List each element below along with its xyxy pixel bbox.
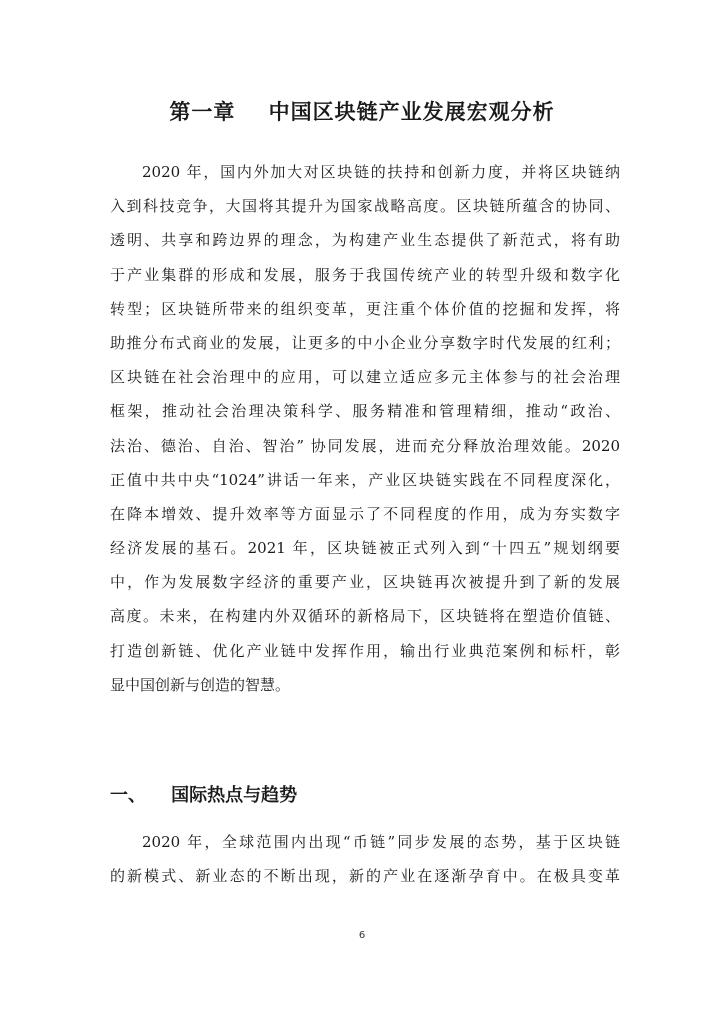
- paragraph-line: 2020 年，国内外加大对区块链的扶持和创新力度，并将区块链纳: [142, 163, 620, 181]
- paragraph: [110, 825, 620, 893]
- chapter-title: 第一章 中国区块链产业发展宏观分析: [169, 100, 555, 124]
- paragraph-line: 区块链在社会治理中的应用，可以建立适应多元主体参与的社会治理: [110, 368, 620, 387]
- paragraph-line: 经济发展的基石。2021 年，区块链被正式列入到“十四五”规划纲要: [110, 539, 620, 558]
- page-number: 6: [358, 930, 366, 941]
- paragraph-line: 入到科技竞争，大国将其提升为国家战略高度。区块链所蕴含的协同、: [110, 197, 620, 216]
- paragraph-line: 法治、德治、自治、智治” 协同发展，进而充分释放治理效能。2020: [110, 436, 620, 455]
- paragraph-line: 打造创新链、优化产业链中发挥作用，输出行业典范案例和标杆，彰: [110, 641, 620, 660]
- section-heading: 一、 国际热点与趋势: [110, 785, 298, 806]
- paragraph-line: 透明、共享和跨边界的理念，为构建产业生态提供了新范式，将有助: [110, 231, 620, 250]
- paragraph-line: 在降本增效、提升效率等方面显示了不同程度的作用，成为夯实数字: [110, 504, 620, 523]
- paragraph-line: 转型；区块链所带来的组织变革，更注重个体价值的挖掘和发挥，将: [110, 299, 620, 318]
- paragraph-line: 中，作为发展数字经济的重要产业，区块链再次被提升到了新的发展: [110, 573, 620, 592]
- paragraph-line: 框架，推动社会治理决策科学、服务精准和管理精细，推动“政治、: [110, 402, 620, 421]
- paragraph-line: 于产业集群的形成和发展，服务于我国传统产业的转型升级和数字化: [110, 265, 620, 284]
- paragraph-line: 显中国创新与创造的智慧。: [110, 675, 291, 694]
- paragraph-line: 2020 年，全球范围内出现“币链”同步发展的态势，基于区块链: [142, 833, 620, 851]
- paragraph-line: 高度。未来，在构建内外双循环的新格局下，区块链将在塑造价值链、: [110, 607, 620, 626]
- paragraph-line: 正值中共中央“1024”讲话一年来，产业区块链实践在不同程度深化，: [110, 470, 620, 489]
- paragraph-line: 助推分布式商业的发展，让更多的中小企业分享数字时代发展的红利；: [110, 333, 620, 352]
- paragraph-line: 的新模式、新业态的不断出现，新的产业在逐渐孕育中。在极具变革: [110, 867, 620, 886]
- paragraph: [110, 155, 620, 702]
